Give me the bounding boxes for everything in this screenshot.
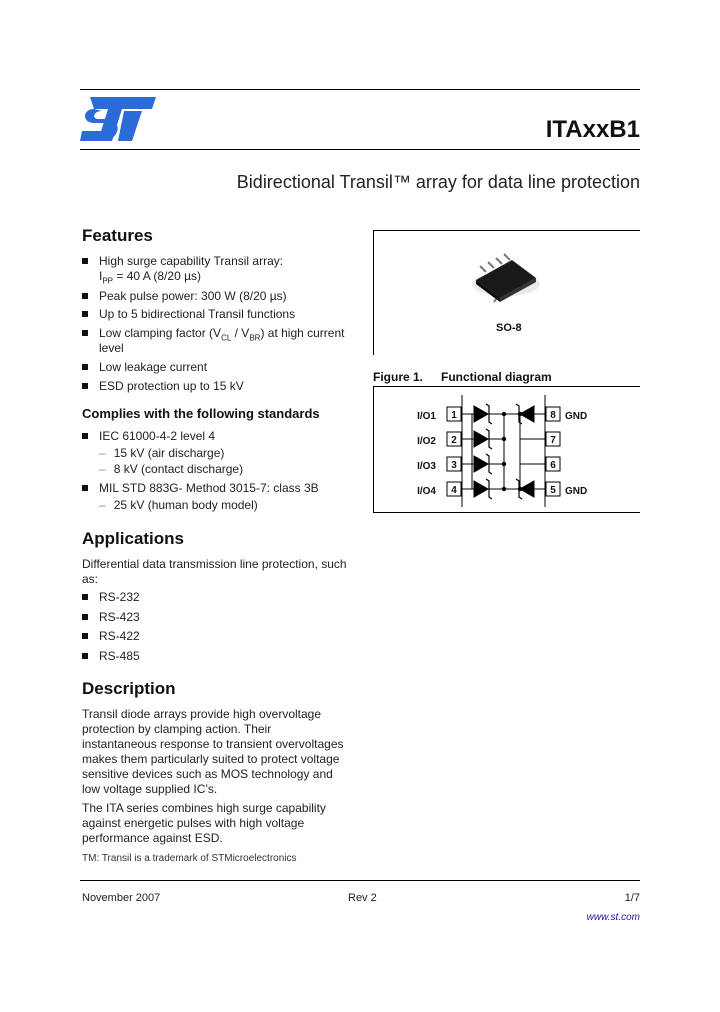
- description-paragraph-1: Transil diode arrays provide high overvoltage protection by clamping action. Their instantaneous response to transient overvoltages makes them particularly suited to protect voltage sensitive devices such as MOS technology and low voltage supplied IC’s.: [82, 707, 344, 796]
- description-heading: Description: [82, 679, 176, 698]
- pin-number: 2: [451, 435, 457, 446]
- pin-number: 4: [451, 485, 457, 496]
- bullet-square: [82, 293, 88, 299]
- footer-website-link[interactable]: www.st.com: [586, 912, 640, 923]
- title-rule: [80, 149, 640, 150]
- pin-label-io1: I/O1: [417, 411, 436, 422]
- diode-icon: [474, 456, 488, 472]
- standard-subitem: – 25 kV (human body model): [99, 498, 258, 512]
- features-heading: Features: [82, 226, 153, 245]
- pin-label-gnd: GND: [565, 411, 588, 422]
- diode-icon: [520, 406, 534, 422]
- so8-package-image: [460, 250, 550, 306]
- bullet-square: [82, 594, 88, 600]
- pin-number: 7: [550, 435, 556, 446]
- bullet-square: [82, 330, 88, 336]
- footer-rule: [80, 880, 640, 881]
- description-paragraph-2: The ITA series combines high surge capability against energetic pulses with high voltage performance against ESD.: [82, 801, 326, 845]
- pin-number: 6: [550, 460, 556, 471]
- pin-number: 8: [550, 410, 556, 421]
- bullet-square: [82, 433, 88, 439]
- footer-date: November 2007: [82, 892, 161, 904]
- ipp-line: $I_{PP} = 40$ A (8/20 µs): [99, 269, 201, 286]
- package-label: SO-8: [496, 322, 522, 334]
- document-title: ITAxxB1: [545, 116, 640, 143]
- pin-number: 3: [451, 460, 457, 471]
- figure-caption: Figure 1. Functional diagram: [373, 370, 552, 384]
- bullet-square: [82, 258, 88, 264]
- bullet-square: [82, 633, 88, 639]
- st-logo: [80, 95, 158, 143]
- pin-number: 1: [451, 410, 457, 421]
- pin-label-io4: I/O4: [417, 486, 436, 497]
- pin-number: 5: [550, 485, 556, 496]
- bullet-square: [82, 485, 88, 491]
- footer-revision: Rev 2: [348, 892, 377, 904]
- applications-heading: Applications: [82, 529, 185, 548]
- diode-icon: [474, 406, 488, 422]
- standard-subitem: – 8 kV (contact discharge): [99, 462, 244, 476]
- bullet-square: [82, 614, 88, 620]
- applications-intro: Differential data transmission line protection, such as:: [82, 557, 347, 586]
- standards-heading: Complies with the following standards: [82, 406, 320, 421]
- pin-label-io2: I/O2: [417, 436, 436, 447]
- diode-icon: [520, 481, 534, 497]
- bullet-square: [82, 311, 88, 317]
- header-rule: [80, 89, 640, 90]
- document-subtitle: Bidirectional Transil™ array for data line protection: [236, 172, 640, 192]
- bullet-square: [82, 653, 88, 659]
- bullet-square: [82, 364, 88, 370]
- pin-label-io3: I/O3: [417, 461, 436, 472]
- bullet-square: [82, 383, 88, 389]
- diode-icon: [474, 431, 488, 447]
- functional-diagram: [374, 387, 640, 512]
- standard-subitem: – 15 kV (air discharge): [99, 446, 225, 460]
- pin-label-gnd: GND: [565, 486, 588, 497]
- footer-page-number: 1/7: [624, 892, 640, 904]
- trademark-note: TM: Transil is a trademark of STMicroelectronics: [82, 853, 297, 864]
- diode-icon: [474, 481, 488, 497]
